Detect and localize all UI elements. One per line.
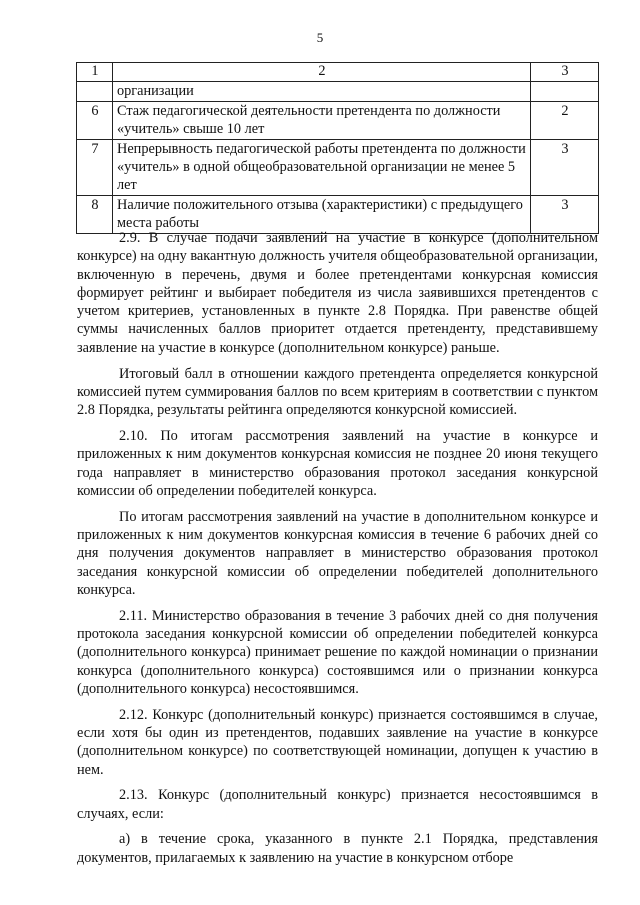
row-criterion: Наличие положительного отзыва (характеристики) с предыдущего места работы bbox=[113, 196, 531, 234]
row-points bbox=[531, 82, 599, 102]
row-number: 6 bbox=[77, 102, 113, 140]
paragraph-2-12: 2.12. Конкурс (дополнительный конкурс) признается состоявшимся в случае, если хотя бы один из претендентов, подавших заявление на участие в конкурсе (дополнительном конкурсе) по соответствующей номинации, допущен к участию в нем. bbox=[77, 706, 598, 778]
table-row bbox=[77, 102, 599, 140]
paragraph-additional-contest-results: По итогам рассмотрения заявлений на участие в дополнительном конкурсе и приложенных к ним документов конкурсная комиссия в течение 6 рабочих дней со дня получения документов направляет в министерство образования протокол заседания конкурсной комиссии об определении победителей дополнительного конкурса. bbox=[77, 508, 598, 598]
table-header-cell: 1 bbox=[77, 63, 113, 82]
page-number: 5 bbox=[316, 30, 324, 45]
row-criterion: Стаж педагогической деятельности претендента по должности «учитель» свыше 10 лет bbox=[113, 102, 531, 140]
paragraph-2-13: 2.13. Конкурс (дополнительный конкурс) признается несостоявшимся в случаях, если: bbox=[77, 787, 598, 822]
criteria-table bbox=[76, 62, 599, 234]
row-points: 3 bbox=[531, 196, 599, 234]
table-header-row bbox=[77, 63, 599, 82]
paragraph-2-11: 2.11. Министерство образования в течение 3 рабочих дней со дня получения протокола заседания конкурсной комиссии об определении победителей конкурса (дополнительного конкурса) принимает решение по каждой номинации о признании конкурса (дополнительного конкурса) состоявшимся или о признании конкурса (дополнительного конкурса) несостоявшимся. bbox=[77, 607, 598, 697]
row-criterion: организации bbox=[113, 82, 531, 102]
row-points: 2 bbox=[531, 102, 599, 140]
row-number: 7 bbox=[77, 140, 113, 196]
table-row bbox=[77, 140, 599, 196]
paragraph-2-10: 2.10. По итогам рассмотрения заявлений на участие в конкурсе и приложенных к ним документов конкурсная комиссия не позднее 20 июня текущего года направляет в министерство образования протокол заседания конкурсной комиссии об определении победителей конкурса. bbox=[77, 427, 598, 499]
paragraph-total-score: Итоговый балл в отношении каждого претендента определяется конкурсной комиссией путем суммирования баллов по всем критериям в соответствии с пунктом 2.8 Порядка, результаты рейтинга определяются конкурсной комиссией. bbox=[77, 365, 598, 419]
paragraph-2-13-a: а) в течение срока, указанного в пункте 2.1 Порядка, представления документов, прилагаемых к заявлению на участие в конкурсном отборе bbox=[77, 831, 598, 866]
table-header-cell: 2 bbox=[113, 63, 531, 82]
paragraph-2-9: 2.9. В случае подачи заявлений на участие в конкурсе (дополнительном конкурсе) на одну вакантную должность учителя общеобразовательной организации, включенную в перечень, двумя и более претендентами конкурсная комиссия формирует рейтинг и выбирает победителя из числа заявившихся претендентов с учетом критериев, установленных в пункте 2.8 Порядка. При равенстве общей суммы начисленных баллов приоритет отдается претенденту, представившему заявление на участие в конкурсе (дополнительном конкурсе) раньше. bbox=[77, 230, 598, 356]
row-number bbox=[77, 82, 113, 102]
row-number: 8 bbox=[77, 196, 113, 234]
table-row bbox=[77, 82, 599, 102]
row-points: 3 bbox=[531, 140, 599, 196]
table-header-cell: 3 bbox=[531, 63, 599, 82]
row-criterion: Непрерывность педагогической работы претендента по должности «учитель» в одной общеобразовательной организации не менее 5 лет bbox=[113, 140, 531, 196]
document-body bbox=[77, 229, 598, 867]
table-row bbox=[77, 196, 599, 234]
